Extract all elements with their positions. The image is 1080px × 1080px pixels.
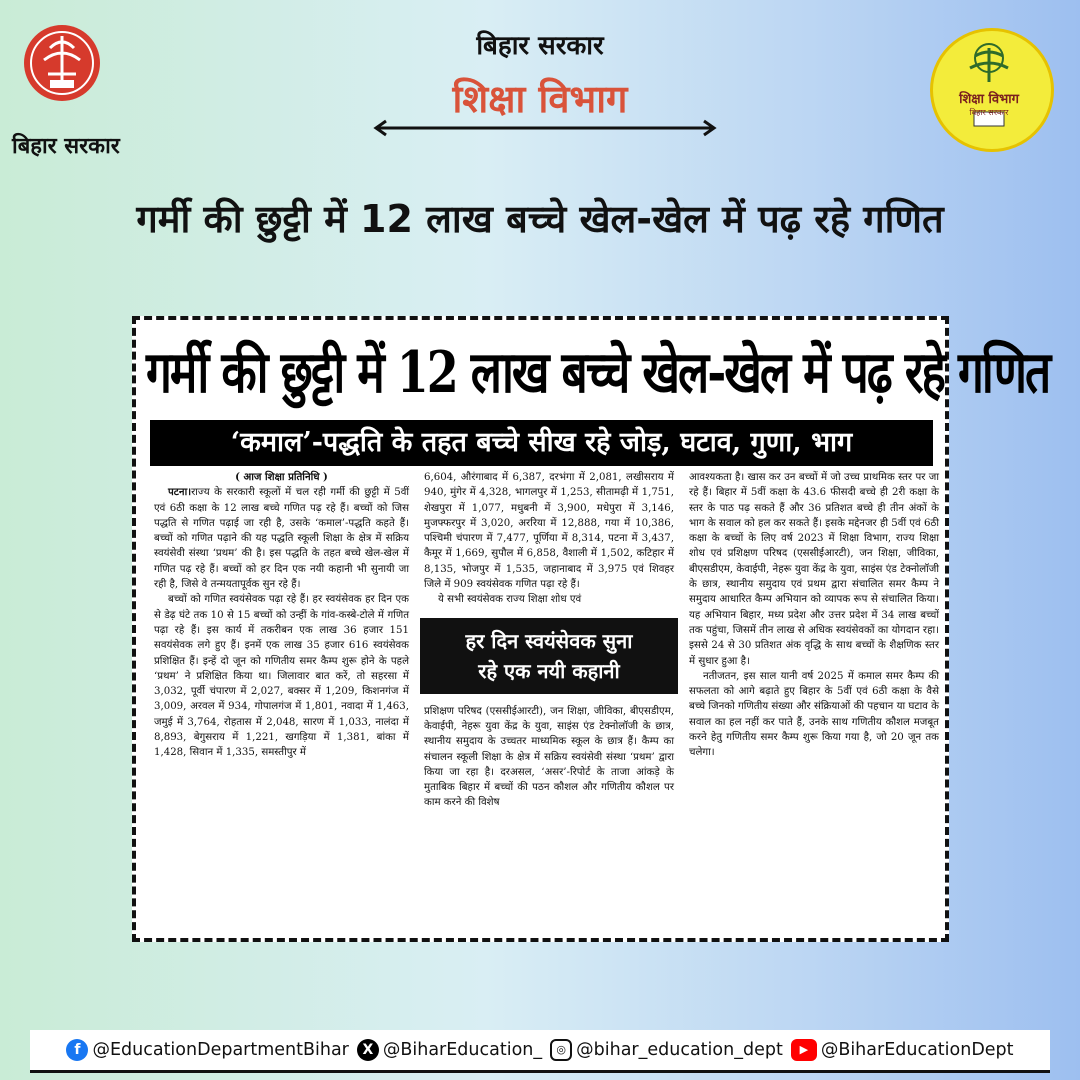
article-paragraph: ये सभी स्वयंसेवक राज्य शिक्षा शोध एवं — [438, 594, 582, 606]
facebook-link[interactable] — [66, 1039, 348, 1061]
facebook-icon: f — [66, 1039, 88, 1061]
page-headline: गर्मी की छुट्टी में 12 लाख बच्चे खेल-खेल में पढ़ रहे गणित — [136, 197, 944, 241]
left-logo-caption: बिहार सरकार — [12, 134, 120, 159]
article-column-3 — [689, 470, 939, 935]
x-icon: X — [357, 1039, 379, 1061]
instagram-handle: @bihar_education_dept — [576, 1040, 783, 1060]
social-footer — [30, 1030, 1050, 1073]
article-paragraph: प्रशिक्षण परिषद (एससीईआरटी), जन शिक्षा, जीविका, बीएसडीएम, केवाईपी, नेहरू युवा केंद्र के युवा, साइंस एंड टेक्नोलॉजी के छात्र, स्थानीय समुदाय के उच्चतर माध्यमिक स्कूल के छात्र हैं। कैम्प का संचालन स्कूली शिक्षा के क्षेत्र में सक्रिय स्वयंसेवी संस्था ‘प्रथम’ द्वारा किया जा रहा है। दरअसल, ‘असर’-रिपोर्ट के ताजा आंकड़े के मुताबिक बिहार में बच्चों की पठन कौशल और गणितीय कौशल पर काम करने की विशेष — [424, 705, 674, 809]
article-column-2 — [424, 470, 674, 935]
tree-icon — [930, 28, 1048, 146]
article-paragraph — [154, 485, 409, 592]
article-paragraph: बच्चों को गणित स्वयंसेवक पढ़ा रहे हैं। हर स्वयंसेवक हर दिन एक से डेढ़ घंटे तक 10 से 15 बच्चों को उन्हीं के गांव-कस्बे-टोले में गणित पढ़ा रहे हैं। इस कार्य में तकरीबन एक लाख 36 हजार 151 सवयंसेवक लगे हुए हैं। इनमें एक लाख 35 हजार 616 स्वयंसेवक प्रशिक्षित हैं। इन्हें दो जून को गणितीय समर कैम्प शुरू होने के पहले ‘प्रथम’ ने प्रशिक्षित किया था। जिलावार बात करें, तो सहरसा में 3,032, पूर्वी चंपारण में 2,027, बक्सर में 1,209, किशनगंज में 3,009, अरवल में 934, गोपालगंज में 1,801, नवादा में 1,463, जमुई में 3,764, रोहतास में 2,048, सारण में 1,033, नालंदा में 8,893, बेगुसराय में 1,221, खगड़िया में 1,381, बांका में 1,428, सिवान में 1,335, समस्तीपुर में — [154, 594, 409, 759]
pull-quote-line-2: रहे एक नयी कहानी — [478, 658, 620, 683]
article-text: राज्य के सरकारी स्कूलों में चल रही गर्मी की छुट्टी में 5वीं एवं 6ठी कक्षा के 12 लाख बच्चे गणित पढ़ रहे हैं। बच्चों को जिस पद्धति से गणित पढ़ाई जा रही है, उसके ‘कमाल’-पद्धति कहते हैं। बच्चों को गणित पढ़ाने की यह पद्धति स्कूली शिक्षा के क्षेत्र में सक्रिय स्वयंसेवी संस्था ‘प्रथम’ की है। इस पद्धति के तहत बच्चे खेल-खेल में गणित पढ़ रहे हैं। बच्चों को हर दिन एक नयी कहानी भी सुनायी जा रही है, जिसे वे तन्मयतापूर्वक सुन रहे हैं। — [154, 487, 409, 591]
instagram-icon: ◎ — [550, 1039, 572, 1061]
clipping-title: गर्मी की छुट्टी में 12 लाख बच्चे खेल-खेल में पढ़ रहे गणित — [146, 338, 1050, 406]
article-paragraph: नतीजतन, इस साल यानी वर्ष 2025 में कमाल समर कैम्प की सफलता को आगे बढ़ाते हुए बिहार के 5वीं एवं 6ठी कक्षा के वैसे बच्चे जिनको गणितीय संख्या और संक्रियाओं की पहचान या घटाव के सवाल का हल नहीं कर पाते हैं, उनके साथ गणितीय कौशल मजबूत करने हेतु गणितीय समर कैम्प शुरू किया गया है, जो 20 जून तक चलेगा। — [689, 670, 939, 759]
pull-quote-line-1: हर दिन स्वयंसेवक सुना — [465, 628, 633, 653]
newspaper-clipping — [132, 316, 1050, 942]
header-dept-title: शिक्षा विभाग — [452, 77, 628, 121]
shiksha-vibhag-logo — [930, 28, 1054, 152]
right-logo-subtext: बिहार सरकार — [969, 108, 1009, 117]
instagram-link[interactable] — [550, 1039, 783, 1061]
youtube-handle: @BiharEducationDept — [820, 1040, 1014, 1060]
x-link[interactable] — [357, 1039, 542, 1061]
article-column-1 — [154, 470, 409, 935]
x-handle: @BiharEducation_ — [382, 1040, 543, 1060]
facebook-handle: @EducationDepartmentBihar — [92, 1040, 349, 1060]
right-logo-text: शिक्षा विभाग — [959, 92, 1019, 107]
article-paragraph: 6,604, औरंगाबाद में 6,387, दरभंगा में 2,081, लखीसराय में 940, मुंगेर में 4,328, भागलपुर में 1,253, सीतामढ़ी में 1,751, शेखपुरा में 1,077, मधुबनी में 3,900, मधेपुरा में 3,146, मुजफ्फरपुर में 3,020, अररिया में 12,888, गया में 10,386, पश्चिमी चंपारण में 7,477, पूर्णिया में 8,314, पटना में 3,437, कैमूर में 1,669, सुपौल में 6,858, वैशाली में 1,502, कटिहार में 8,135, भोजपुर में 1,535, जहानाबाद में 3,975 एवं शिवहर जिले में 909 स्वयंसेवक गणित पढ़ा रहे हैं। — [424, 472, 674, 591]
pull-quote-box — [420, 618, 678, 694]
article-paragraph: आवश्यकता है। खास कर उन बच्चों में जो उच्च प्राथमिक स्तर पर जा रहे हैं। बिहार में 5वीं कक्षा के 43.6 फीसदी बच्चे ही 2री कक्षा के स्तर के पाठ पढ़ सकते हैं और 36 प्रतिशत बच्चे ही तीन अंकों के भाग के सवाल को हल कर सकते हैं। इसके मद्देनजर ही 5वीं एवं 6ठी कक्षा के बच्चों के लिए वर्ष 2023 में शिक्षा विभाग, राज्य शिक्षा शोध एवं प्रशिक्षण परिषद (एससीईआरटी), जन शिक्षा, जीविका, बीएसडीएम, केवाईपी, नेहरू युवा केंद्र के युवा, साइंस एंड टेक्नोलॉजी के छात्र, स्थानीय समुदाय एवं प्रथम द्वारा संचालित समर कैम्प ने समुदाय आधारित कैम्प अभियान को व्यापक रूप से संचालित किया। यह अभियान बिहार, मध्य प्रदेश और उत्तर प्रदेश में 34 लाख बच्चों तक पहुंचा, जिसमें तीन लाख से अधिक स्वयंसेवकों का योगदान रहा। इससे 24 से 30 प्रतिशत अंक वृद्धि के साथ बच्चों के शैक्षणिक स्तर में सुधार हुआ है। — [689, 472, 939, 667]
article-byline: ( आज शिक्षा प्रतिनिधि ) — [235, 471, 328, 483]
youtube-link[interactable] — [791, 1039, 1014, 1061]
header-govt-title: बिहार सरकार — [476, 31, 604, 61]
youtube-icon: ▶ — [791, 1039, 817, 1061]
clipping-subtitle: ‘कमाल’-पद्धति के तहत बच्चे सीख रहे जोड़, घटाव, गुणा, भाग — [150, 420, 933, 466]
double-arrow-icon — [372, 118, 718, 138]
article-dateline: पटना। — [168, 486, 192, 499]
